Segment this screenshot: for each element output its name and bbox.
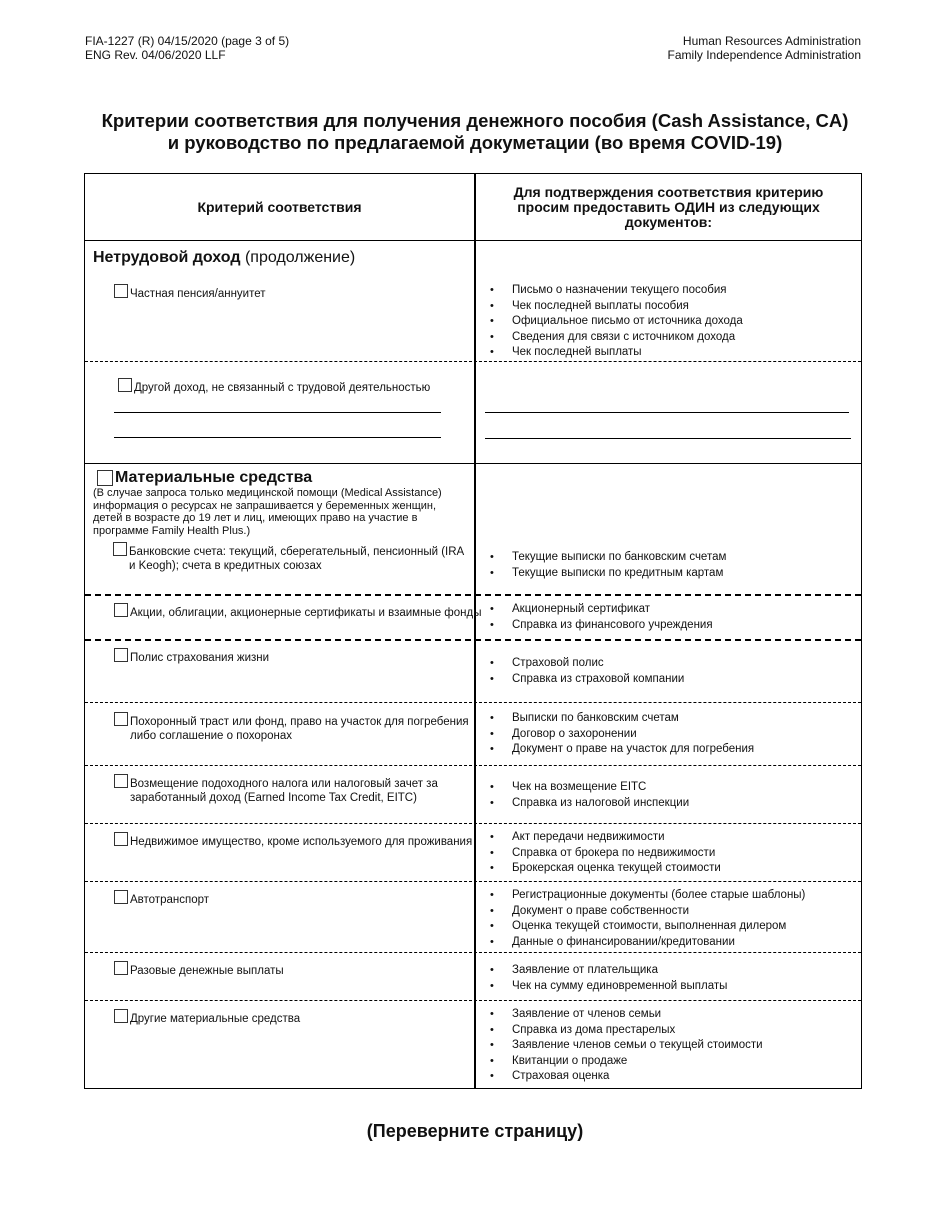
- row-divider: [85, 765, 861, 766]
- document-item: • Справка из финансового учреждения: [485, 618, 713, 634]
- row-divider: [85, 881, 861, 882]
- checkbox[interactable]: [97, 470, 113, 486]
- checkbox[interactable]: [114, 961, 128, 975]
- document-item: • Официальное письмо от источника дохода: [485, 314, 743, 330]
- document-item: • Заявление от плательщика: [485, 963, 727, 979]
- criterion-label: Акции, облигации, акционерные сертификаты и взаимные фонды: [130, 607, 482, 619]
- column-header-criterion: Критерий соответствия: [197, 198, 362, 215]
- criterion-vehicles: [114, 893, 209, 907]
- document-item: • Заявление от членов семьи: [485, 1007, 763, 1023]
- blank-fill-line[interactable]: [485, 412, 849, 413]
- column-header-documents: [476, 174, 861, 240]
- checkbox[interactable]: [114, 712, 128, 726]
- document-item: • Чек последней выплаты: [485, 345, 743, 361]
- document-item: • Акт передачи недвижимости: [485, 830, 721, 846]
- documents-list: [485, 963, 727, 994]
- row-divider: [85, 702, 861, 703]
- agency-line: Family Independence Administration: [667, 48, 861, 62]
- agency-line: Human Resources Administration: [682, 34, 861, 48]
- section-title-bold: Нетрудовой доход: [93, 249, 241, 266]
- document-item: • Квитанции о продаже: [485, 1054, 763, 1070]
- criterion-line: и Keogh); счета в кредитных союзах: [129, 560, 322, 572]
- document-item: • Справка из дома престарелых: [485, 1023, 763, 1039]
- criterion-label: Недвижимое имущество, кроме используемого для проживания: [130, 836, 473, 848]
- checkbox[interactable]: [113, 542, 127, 556]
- document-item: • Данные о финансировании/кредитовании: [485, 935, 805, 951]
- revision-line: ENG Rev. 04/06/2020 LLF: [85, 48, 226, 62]
- documents-list: [485, 1007, 763, 1085]
- document-item: • Чек на возмещение EITC: [485, 780, 689, 796]
- section-title-resources: Материальные средства: [115, 469, 313, 486]
- criterion-real-estate: [114, 835, 472, 849]
- criterion-line: Возмещение подоходного налога или налоговый зачет за: [130, 778, 438, 790]
- document-item: • Заявление членов семьи о текущей стоимости: [485, 1038, 763, 1054]
- document-item: • Справка из страховой компании: [485, 672, 684, 688]
- criteria-table: [84, 173, 862, 1089]
- blank-fill-line[interactable]: [114, 437, 441, 438]
- criterion-line: Похоронный траст или фонд, право на участок для погребения: [130, 716, 469, 728]
- document-item: • Регистрационные документы (более старые шаблоны): [485, 888, 805, 904]
- document-item: • Страховой полис: [485, 656, 684, 672]
- criterion-other-resources: [114, 1012, 300, 1026]
- checkbox[interactable]: [114, 284, 128, 298]
- document-item: • Акционерный сертификат: [485, 602, 713, 618]
- section-title-unearned-income: [93, 249, 355, 267]
- checkbox[interactable]: [114, 648, 128, 662]
- criterion-label: Автотранспорт: [130, 894, 210, 906]
- document-item: • Документ о праве собственности: [485, 904, 805, 920]
- criterion-burial-fund: [114, 715, 469, 743]
- title-line-2: и руководство по предлагаемой докуметации (во время COVID-19): [167, 132, 783, 153]
- row-divider: [85, 639, 861, 641]
- form-id-header: [85, 34, 289, 62]
- document-item: • Справка из налоговой инспекции: [485, 796, 689, 812]
- documents-list: [485, 283, 743, 361]
- section-title-continued: (продолжение): [244, 249, 356, 266]
- criterion-other-unearned-income: [118, 381, 430, 395]
- document-item: • Договор о захоронении: [485, 727, 754, 743]
- checkbox[interactable]: [114, 1009, 128, 1023]
- criterion-lump-sum: [114, 964, 284, 978]
- title-line-1: Критерии соответствия для получения денежного пособия (Cash Assistance, CA): [101, 110, 849, 131]
- document-item: • Чек последней выплаты пособия: [485, 299, 743, 315]
- turn-page-note: (Переверните страницу): [366, 1121, 584, 1141]
- criterion-stocks-bonds: [114, 606, 481, 620]
- documents-list: [485, 711, 754, 758]
- form-id-line: FIA-1227 (R) 04/15/2020 (page 3 of 5): [85, 34, 290, 48]
- document-item: • Текущие выписки по банковским счетам: [485, 550, 726, 566]
- checkbox[interactable]: [114, 890, 128, 904]
- document-item: • Страховая оценка: [485, 1069, 763, 1085]
- document-item: • Оценка текущей стоимости, выполненная дилером: [485, 919, 805, 935]
- document-item: • Документ о праве на участок для погребения: [485, 742, 754, 758]
- blank-fill-line[interactable]: [114, 412, 441, 413]
- criterion-label: [129, 545, 464, 573]
- checkbox[interactable]: [114, 603, 128, 617]
- row-divider: [85, 823, 861, 824]
- document-item: • Справка от брокера по недвижимости: [485, 846, 721, 862]
- documents-list: [485, 830, 721, 877]
- checkbox[interactable]: [114, 774, 128, 788]
- document-item: • Письмо о назначении текущего пособия: [485, 283, 743, 299]
- documents-list: [485, 780, 689, 811]
- row-divider: [85, 594, 861, 596]
- criterion-label: [130, 777, 438, 805]
- documents-list: [485, 602, 713, 633]
- criterion-label: Другие материальные средства: [130, 1013, 301, 1025]
- document-item: • Текущие выписки по кредитным картам: [485, 566, 726, 582]
- blank-fill-line[interactable]: [485, 438, 851, 439]
- row-divider: [85, 240, 861, 241]
- criterion-label: [130, 715, 469, 743]
- criterion-line: Банковские счета: текущий, сберегательный, пенсионный (IRA: [129, 546, 465, 558]
- document-item: • Выписки по банковским счетам: [485, 711, 754, 727]
- criterion-line: заработанный доход (Earned Income Tax Credit, EITC): [130, 792, 417, 804]
- row-divider: [85, 952, 861, 953]
- criterion-tax-refund-eitc: [114, 777, 438, 805]
- criterion-label: Частная пенсия/аннуитет: [130, 288, 266, 300]
- criterion-label: Другой доход, не связанный с трудовой деятельностью: [134, 382, 431, 394]
- document-item: • Чек на сумму единовременной выплаты: [485, 979, 727, 995]
- agency-header: [668, 34, 861, 62]
- documents-list: [485, 888, 805, 950]
- criterion-bank-accounts: [113, 545, 464, 573]
- row-divider: [85, 463, 861, 464]
- criterion-life-insurance: [114, 651, 269, 665]
- checkbox[interactable]: [118, 378, 132, 392]
- column-divider: [474, 174, 476, 1088]
- criterion-label: Полис страхования жизни: [130, 652, 270, 664]
- documents-list: [485, 550, 726, 581]
- section-resources-header: [97, 470, 312, 486]
- criterion-label: Разовые денежные выплаты: [130, 965, 284, 977]
- checkbox[interactable]: [114, 832, 128, 846]
- documents-list: [485, 656, 684, 687]
- criterion-line: либо соглашение о похоронах: [130, 730, 293, 742]
- page-title: [0, 110, 950, 154]
- section-note: (В случае запроса только медицинской помощи (Medical Assistance) информация о ресурсах не запрашивается у беременных женщин, детей в возрасте до 19 лет и лиц, имеющих право на участие в программе Family Health Plus.): [93, 487, 442, 537]
- row-divider: [85, 361, 861, 362]
- column-header-documents-text: Для подтверждения соответствия критерию просим предоставить ОДИН из следующих документов:: [513, 183, 824, 230]
- row-divider: [85, 1000, 861, 1001]
- document-item: • Сведения для связи с источником дохода: [485, 330, 743, 346]
- document-item: • Брокерская оценка текущей стоимости: [485, 861, 721, 877]
- criterion-private-pension: [114, 287, 266, 301]
